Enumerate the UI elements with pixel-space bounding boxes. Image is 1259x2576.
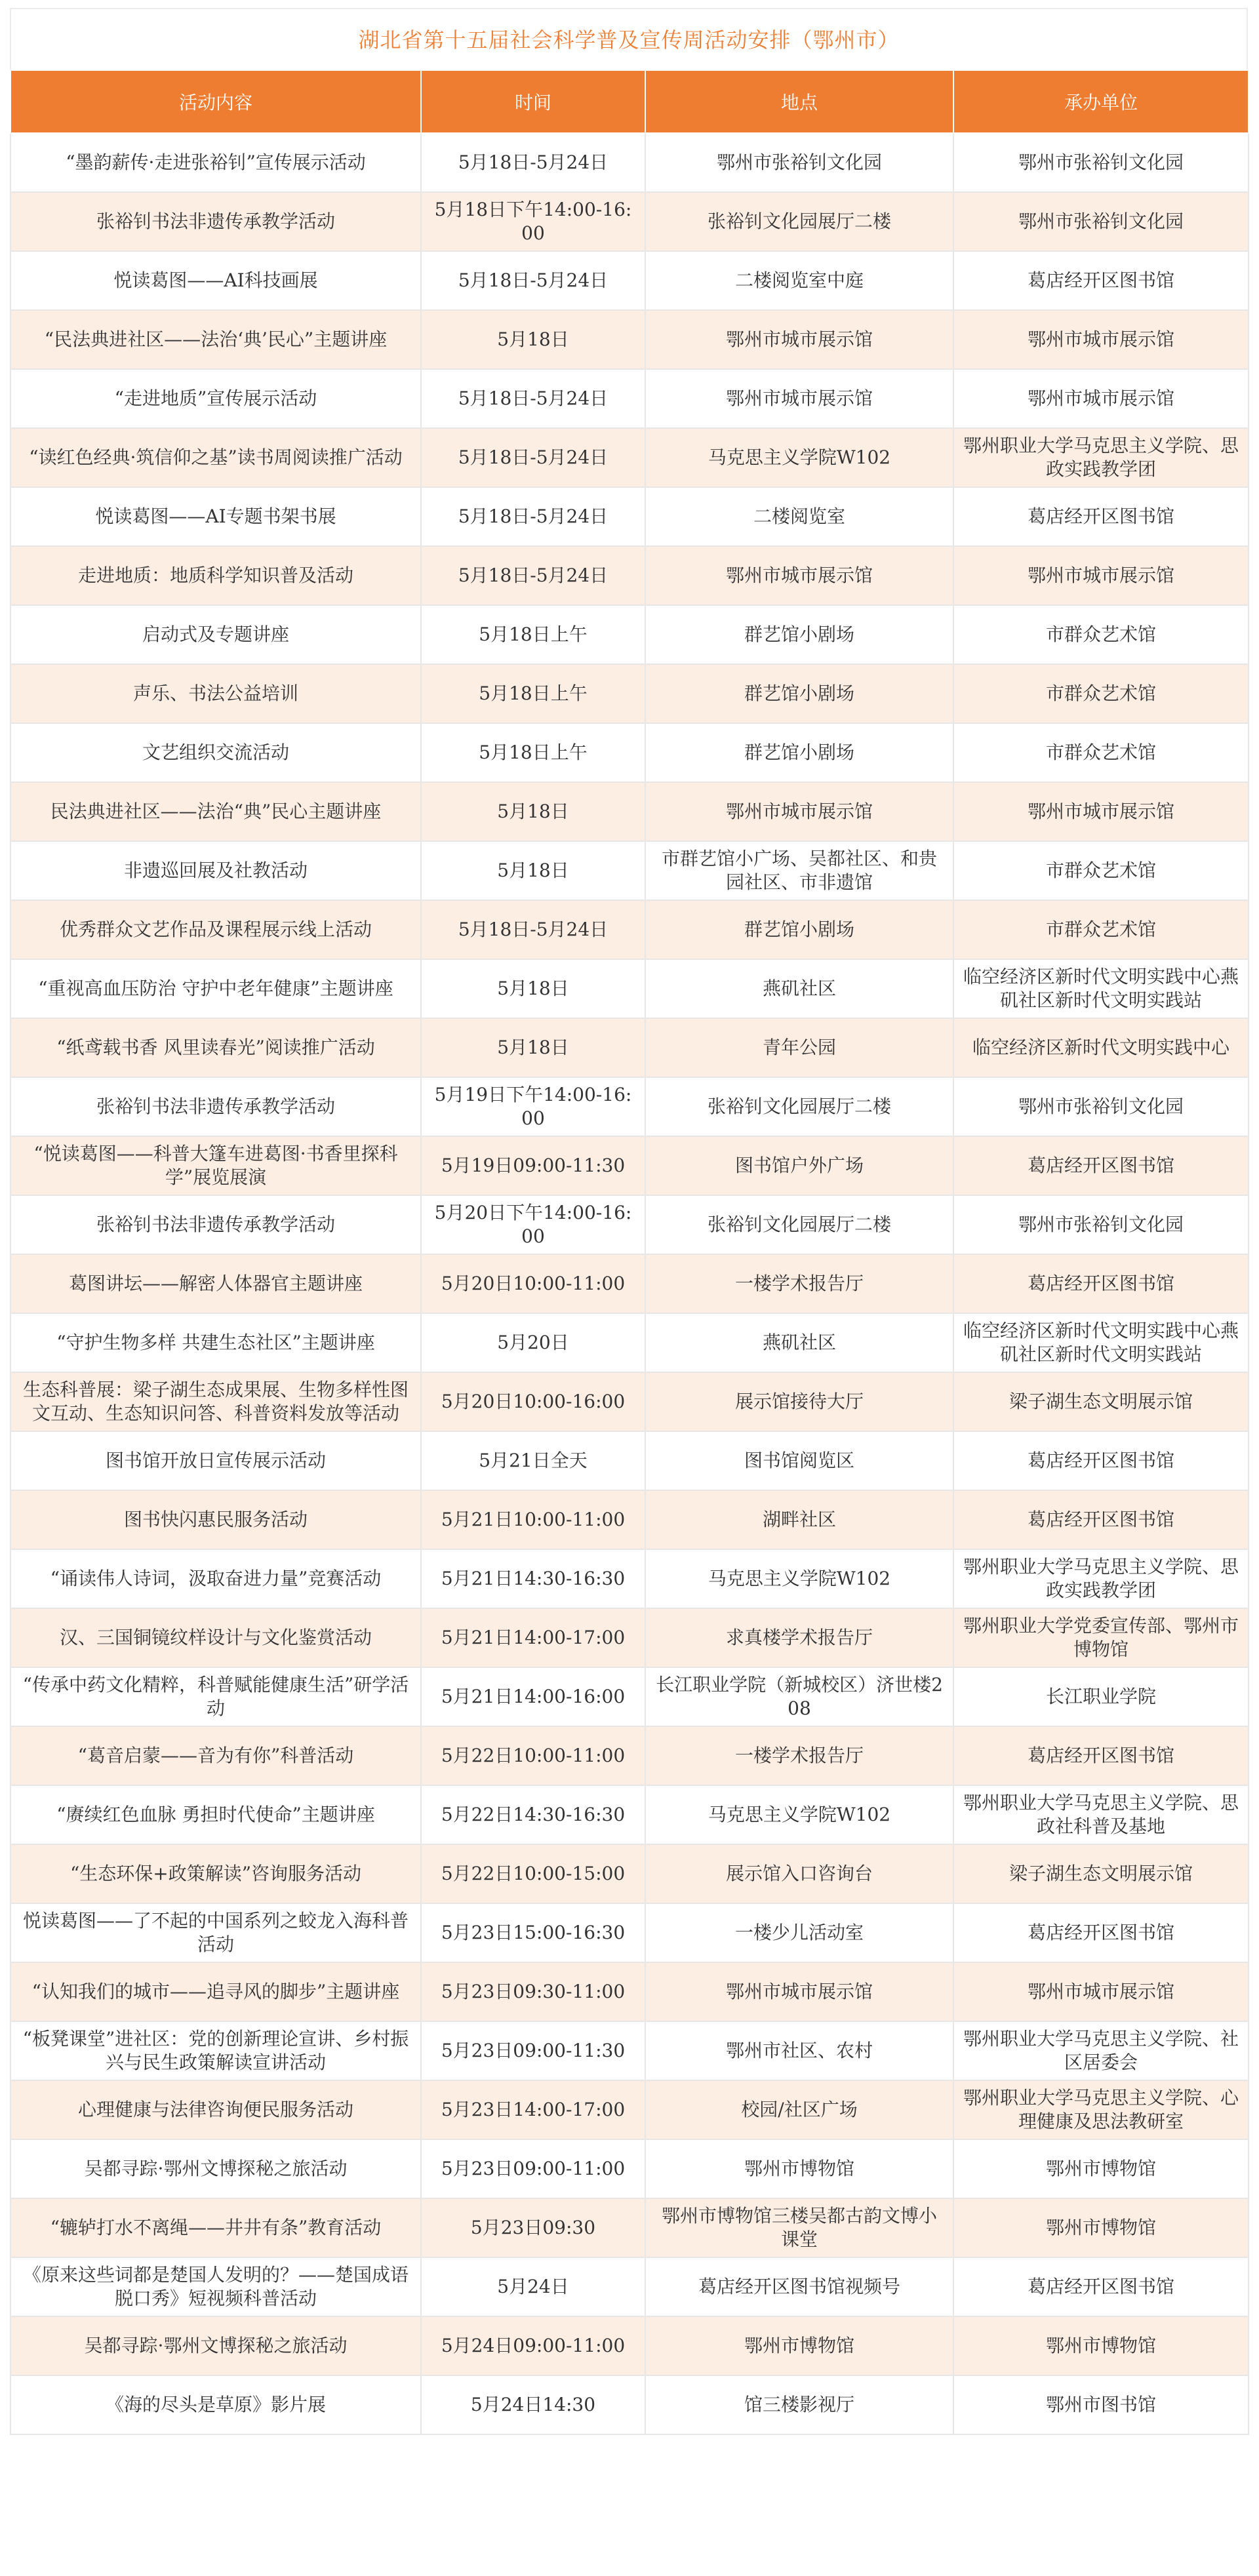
schedule-table — [10, 69, 1249, 2435]
cell-organizer: 鄂州职业大学马克思主义学院、思政实践教学团 — [953, 428, 1249, 487]
cell-organizer: 葛店经开区图书馆 — [953, 487, 1249, 546]
cell-organizer: 市群众艺术馆 — [953, 723, 1249, 782]
table-row — [10, 2257, 1249, 2316]
cell-organizer: 鄂州市张裕钊文化园 — [953, 1195, 1249, 1254]
cell-location: 鄂州市社区、农村 — [645, 2021, 953, 2080]
cell-organizer: 葛店经开区图书馆 — [953, 251, 1249, 310]
table-row — [10, 2316, 1249, 2375]
cell-location: 群艺馆小剧场 — [645, 900, 953, 959]
cell-activity: 启动式及专题讲座 — [10, 605, 421, 664]
cell-location: 马克思主义学院W102 — [645, 1785, 953, 1844]
cell-location: 张裕钊文化园展厅二楼 — [645, 1077, 953, 1136]
cell-time: 5月18日上午 — [421, 664, 645, 723]
cell-activity: “认知我们的城市——追寻风的脚步”主题讲座 — [10, 1962, 421, 2021]
schedule-page — [10, 8, 1248, 2435]
cell-location: 群艺馆小剧场 — [645, 664, 953, 723]
cell-organizer: 梁子湖生态文明展示馆 — [953, 1844, 1249, 1903]
cell-location: 葛店经开区图书馆视频号 — [645, 2257, 953, 2316]
cell-organizer: 鄂州职业大学马克思主义学院、社区居委会 — [953, 2021, 1249, 2080]
cell-activity: 汉、三国铜镜纹样设计与文化鉴赏活动 — [10, 1608, 421, 1667]
table-row — [10, 192, 1249, 251]
table-row — [10, 1490, 1249, 1549]
cell-activity: 《海的尽头是草原》影片展 — [10, 2375, 421, 2434]
table-row — [10, 1549, 1249, 1608]
cell-time: 5月18日 — [421, 310, 645, 369]
cell-activity: 张裕钊书法非遗传承教学活动 — [10, 192, 421, 251]
table-row — [10, 2198, 1249, 2257]
table-row — [10, 1785, 1249, 1844]
cell-time: 5月19日09:00-11:30 — [421, 1136, 645, 1195]
cell-time: 5月23日09:00-11:30 — [421, 2021, 645, 2080]
table-row — [10, 1608, 1249, 1667]
cell-time: 5月22日10:00-11:00 — [421, 1726, 645, 1785]
cell-location: 鄂州市博物馆 — [645, 2316, 953, 2375]
table-row — [10, 841, 1249, 900]
cell-organizer: 葛店经开区图书馆 — [953, 1136, 1249, 1195]
cell-location: 馆三楼影视厅 — [645, 2375, 953, 2434]
cell-organizer: 鄂州市图书馆 — [953, 2375, 1249, 2434]
cell-time: 5月18日-5月24日 — [421, 546, 645, 605]
table-row — [10, 1962, 1249, 2021]
cell-location: 群艺馆小剧场 — [645, 605, 953, 664]
cell-activity: “悦读葛图——科普大篷车进葛图·书香里探科学”展览展演 — [10, 1136, 421, 1195]
cell-organizer: 市群众艺术馆 — [953, 841, 1249, 900]
cell-activity: “墨韵薪传·走进张裕钊”宣传展示活动 — [10, 133, 421, 192]
cell-organizer: 梁子湖生态文明展示馆 — [953, 1372, 1249, 1431]
table-row — [10, 1667, 1249, 1726]
table-row — [10, 959, 1249, 1018]
cell-organizer: 葛店经开区图书馆 — [953, 1490, 1249, 1549]
cell-time: 5月23日09:30 — [421, 2198, 645, 2257]
cell-time: 5月24日 — [421, 2257, 645, 2316]
header-organizer: 承办单位 — [953, 70, 1249, 133]
cell-location: 一楼学术报告厅 — [645, 1726, 953, 1785]
cell-activity: 《原来这些词都是楚国人发明的？——楚国成语脱口秀》短视频科普活动 — [10, 2257, 421, 2316]
cell-time: 5月18日 — [421, 841, 645, 900]
cell-organizer: 葛店经开区图书馆 — [953, 1431, 1249, 1490]
cell-organizer: 葛店经开区图书馆 — [953, 1254, 1249, 1313]
cell-activity: “守护生物多样 共建生态社区”主题讲座 — [10, 1313, 421, 1372]
cell-activity: “读红色经典·筑信仰之基”读书周阅读推广活动 — [10, 428, 421, 487]
cell-activity: “传承中药文化精粹，科普赋能健康生活”研学活动 — [10, 1667, 421, 1726]
table-row — [10, 1136, 1249, 1195]
cell-activity: “辘轳打水不离绳——井井有条”教育活动 — [10, 2198, 421, 2257]
cell-organizer: 市群众艺术馆 — [953, 900, 1249, 959]
cell-time: 5月18日上午 — [421, 605, 645, 664]
cell-location: 湖畔社区 — [645, 1490, 953, 1549]
cell-organizer: 鄂州职业大学马克思主义学院、思政社科普及基地 — [953, 1785, 1249, 1844]
header-row — [10, 70, 1249, 133]
cell-organizer: 鄂州市博物馆 — [953, 2139, 1249, 2198]
cell-organizer: 葛店经开区图书馆 — [953, 1726, 1249, 1785]
cell-activity: “走进地质”宣传展示活动 — [10, 369, 421, 428]
cell-time: 5月18日上午 — [421, 723, 645, 782]
cell-time: 5月20日10:00-11:00 — [421, 1254, 645, 1313]
cell-time: 5月21日14:00-16:00 — [421, 1667, 645, 1726]
cell-location: 鄂州市城市展示馆 — [645, 310, 953, 369]
cell-activity: “板凳课堂”进社区：党的创新理论宣讲、乡村振兴与民生政策解读宣讲活动 — [10, 2021, 421, 2080]
header-location: 地点 — [645, 70, 953, 133]
cell-location: 青年公园 — [645, 1018, 953, 1077]
cell-time: 5月23日09:00-11:00 — [421, 2139, 645, 2198]
table-body — [10, 133, 1249, 2434]
cell-time: 5月18日下午14:00-16:00 — [421, 192, 645, 251]
table-row — [10, 369, 1249, 428]
table-row — [10, 251, 1249, 310]
table-row — [10, 605, 1249, 664]
table-row — [10, 546, 1249, 605]
cell-time: 5月21日10:00-11:00 — [421, 1490, 645, 1549]
cell-activity: 民法典进社区——法治“典”民心主题讲座 — [10, 782, 421, 841]
cell-organizer: 临空经济区新时代文明实践中心燕矶社区新时代文明实践站 — [953, 1313, 1249, 1372]
cell-location: 市群艺馆小广场、吴都社区、和贵园社区、市非遗馆 — [645, 841, 953, 900]
table-header — [10, 70, 1249, 133]
cell-activity: 生态科普展：梁子湖生态成果展、生物多样性图文互动、生态知识问答、科普资料发放等活动 — [10, 1372, 421, 1431]
table-row — [10, 1077, 1249, 1136]
cell-activity: 张裕钊书法非遗传承教学活动 — [10, 1077, 421, 1136]
cell-organizer: 鄂州市博物馆 — [953, 2316, 1249, 2375]
cell-time: 5月18日 — [421, 1018, 645, 1077]
table-row — [10, 1195, 1249, 1254]
table-row — [10, 900, 1249, 959]
cell-activity: 走进地质：地质科学知识普及活动 — [10, 546, 421, 605]
cell-location: 图书馆阅览区 — [645, 1431, 953, 1490]
cell-location: 马克思主义学院W102 — [645, 428, 953, 487]
table-row — [10, 487, 1249, 546]
cell-activity: 悦读葛图——了不起的中国系列之蛟龙入海科普活动 — [10, 1903, 421, 1962]
cell-activity: 悦读葛图——AI科技画展 — [10, 251, 421, 310]
cell-organizer: 市群众艺术馆 — [953, 605, 1249, 664]
cell-organizer: 鄂州市张裕钊文化园 — [953, 1077, 1249, 1136]
cell-time: 5月23日14:00-17:00 — [421, 2080, 645, 2139]
cell-location: 二楼阅览室中庭 — [645, 251, 953, 310]
cell-time: 5月18日-5月24日 — [421, 369, 645, 428]
cell-organizer: 鄂州市博物馆 — [953, 2198, 1249, 2257]
cell-activity: 图书快闪惠民服务活动 — [10, 1490, 421, 1549]
cell-time: 5月23日09:30-11:00 — [421, 1962, 645, 2021]
cell-location: 展示馆入口咨询台 — [645, 1844, 953, 1903]
cell-location: 张裕钊文化园展厅二楼 — [645, 1195, 953, 1254]
cell-organizer: 鄂州市城市展示馆 — [953, 369, 1249, 428]
cell-time: 5月22日10:00-15:00 — [421, 1844, 645, 1903]
cell-activity: 文艺组织交流活动 — [10, 723, 421, 782]
table-row — [10, 2021, 1249, 2080]
table-row — [10, 310, 1249, 369]
cell-activity: 心理健康与法律咨询便民服务活动 — [10, 2080, 421, 2139]
header-activity: 活动内容 — [10, 70, 421, 133]
cell-time: 5月20日10:00-16:00 — [421, 1372, 645, 1431]
cell-time: 5月21日14:30-16:30 — [421, 1549, 645, 1608]
cell-location: 燕矶社区 — [645, 1313, 953, 1372]
cell-activity: “诵读伟人诗词，汲取奋进力量”竞赛活动 — [10, 1549, 421, 1608]
cell-organizer: 鄂州职业大学马克思主义学院、思政实践教学团 — [953, 1549, 1249, 1608]
cell-time: 5月21日全天 — [421, 1431, 645, 1490]
cell-location: 张裕钊文化园展厅二楼 — [645, 192, 953, 251]
cell-activity: “生态环保+政策解读”咨询服务活动 — [10, 1844, 421, 1903]
cell-organizer: 市群众艺术馆 — [953, 664, 1249, 723]
cell-activity: 悦读葛图——AI专题书架书展 — [10, 487, 421, 546]
cell-location: 鄂州市城市展示馆 — [645, 1962, 953, 2021]
table-row — [10, 1903, 1249, 1962]
cell-organizer: 鄂州职业大学马克思主义学院、心理健康及思法教研室 — [953, 2080, 1249, 2139]
cell-activity: “葛音启蒙——音为有你”科普活动 — [10, 1726, 421, 1785]
cell-location: 展示馆接待大厅 — [645, 1372, 953, 1431]
cell-location: 马克思主义学院W102 — [645, 1549, 953, 1608]
cell-time: 5月20日下午14:00-16:00 — [421, 1195, 645, 1254]
cell-organizer: 鄂州市城市展示馆 — [953, 546, 1249, 605]
cell-activity: “纸鸢载书香 风里读春光”阅读推广活动 — [10, 1018, 421, 1077]
cell-activity: “赓续红色血脉 勇担时代使命”主题讲座 — [10, 1785, 421, 1844]
table-row — [10, 2080, 1249, 2139]
table-row — [10, 1844, 1249, 1903]
cell-organizer: 鄂州市张裕钊文化园 — [953, 192, 1249, 251]
cell-activity: “民法典进社区——法治‘典’民心”主题讲座 — [10, 310, 421, 369]
cell-time: 5月18日-5月24日 — [421, 428, 645, 487]
table-row — [10, 723, 1249, 782]
cell-activity: 图书馆开放日宣传展示活动 — [10, 1431, 421, 1490]
table-row — [10, 1313, 1249, 1372]
cell-time: 5月21日14:00-17:00 — [421, 1608, 645, 1667]
cell-location: 鄂州市博物馆三楼吴都古韵文博小课堂 — [645, 2198, 953, 2257]
cell-time: 5月24日14:30 — [421, 2375, 645, 2434]
cell-activity: 吴都寻踪·鄂州文博探秘之旅活动 — [10, 2316, 421, 2375]
cell-location: 一楼少儿活动室 — [645, 1903, 953, 1962]
table-row — [10, 664, 1249, 723]
cell-organizer: 鄂州市张裕钊文化园 — [953, 133, 1249, 192]
table-row — [10, 1372, 1249, 1431]
table-row — [10, 2375, 1249, 2434]
cell-organizer: 葛店经开区图书馆 — [953, 2257, 1249, 2316]
cell-activity: 声乐、书法公益培训 — [10, 664, 421, 723]
cell-location: 图书馆户外广场 — [645, 1136, 953, 1195]
cell-location: 鄂州市博物馆 — [645, 2139, 953, 2198]
cell-organizer: 葛店经开区图书馆 — [953, 1903, 1249, 1962]
cell-location: 鄂州市城市展示馆 — [645, 782, 953, 841]
table-row — [10, 133, 1249, 192]
cell-time: 5月22日14:30-16:30 — [421, 1785, 645, 1844]
cell-time: 5月24日09:00-11:00 — [421, 2316, 645, 2375]
table-row — [10, 428, 1249, 487]
cell-location: 长江职业学院（新城校区）济世楼208 — [645, 1667, 953, 1726]
cell-location: 鄂州市城市展示馆 — [645, 369, 953, 428]
table-row — [10, 1431, 1249, 1490]
header-time: 时间 — [421, 70, 645, 133]
table-row — [10, 1018, 1249, 1077]
cell-activity: “重视高血压防治 守护中老年健康”主题讲座 — [10, 959, 421, 1018]
cell-activity: 吴都寻踪·鄂州文博探秘之旅活动 — [10, 2139, 421, 2198]
table-row — [10, 1254, 1249, 1313]
cell-organizer: 临空经济区新时代文明实践中心 — [953, 1018, 1249, 1077]
cell-organizer: 鄂州职业大学党委宣传部、鄂州市博物馆 — [953, 1608, 1249, 1667]
cell-time: 5月19日下午14:00-16:00 — [421, 1077, 645, 1136]
cell-location: 鄂州市城市展示馆 — [645, 546, 953, 605]
cell-organizer: 长江职业学院 — [953, 1667, 1249, 1726]
cell-time: 5月18日 — [421, 959, 645, 1018]
cell-time: 5月18日-5月24日 — [421, 133, 645, 192]
cell-organizer: 鄂州市城市展示馆 — [953, 1962, 1249, 2021]
cell-time: 5月18日 — [421, 782, 645, 841]
cell-time: 5月23日15:00-16:30 — [421, 1903, 645, 1962]
cell-activity: 张裕钊书法非遗传承教学活动 — [10, 1195, 421, 1254]
cell-time: 5月18日-5月24日 — [421, 487, 645, 546]
table-row — [10, 2139, 1249, 2198]
cell-location: 一楼学术报告厅 — [645, 1254, 953, 1313]
cell-activity: 优秀群众文艺作品及课程展示线上活动 — [10, 900, 421, 959]
cell-organizer: 鄂州市城市展示馆 — [953, 782, 1249, 841]
cell-time: 5月18日-5月24日 — [421, 900, 645, 959]
cell-organizer: 鄂州市城市展示馆 — [953, 310, 1249, 369]
cell-activity: 葛图讲坛——解密人体器官主题讲座 — [10, 1254, 421, 1313]
cell-location: 校园/社区广场 — [645, 2080, 953, 2139]
cell-location: 二楼阅览室 — [645, 487, 953, 546]
table-row — [10, 1726, 1249, 1785]
cell-time: 5月18日-5月24日 — [421, 251, 645, 310]
cell-location: 燕矶社区 — [645, 959, 953, 1018]
cell-organizer: 临空经济区新时代文明实践中心燕矶社区新时代文明实践站 — [953, 959, 1249, 1018]
cell-location: 鄂州市张裕钊文化园 — [645, 133, 953, 192]
page-title: 湖北省第十五届社会科学普及宣传周活动安排（鄂州市） — [10, 8, 1248, 69]
cell-activity: 非遗巡回展及社教活动 — [10, 841, 421, 900]
table-row — [10, 782, 1249, 841]
cell-location: 求真楼学术报告厅 — [645, 1608, 953, 1667]
cell-location: 群艺馆小剧场 — [645, 723, 953, 782]
cell-time: 5月20日 — [421, 1313, 645, 1372]
